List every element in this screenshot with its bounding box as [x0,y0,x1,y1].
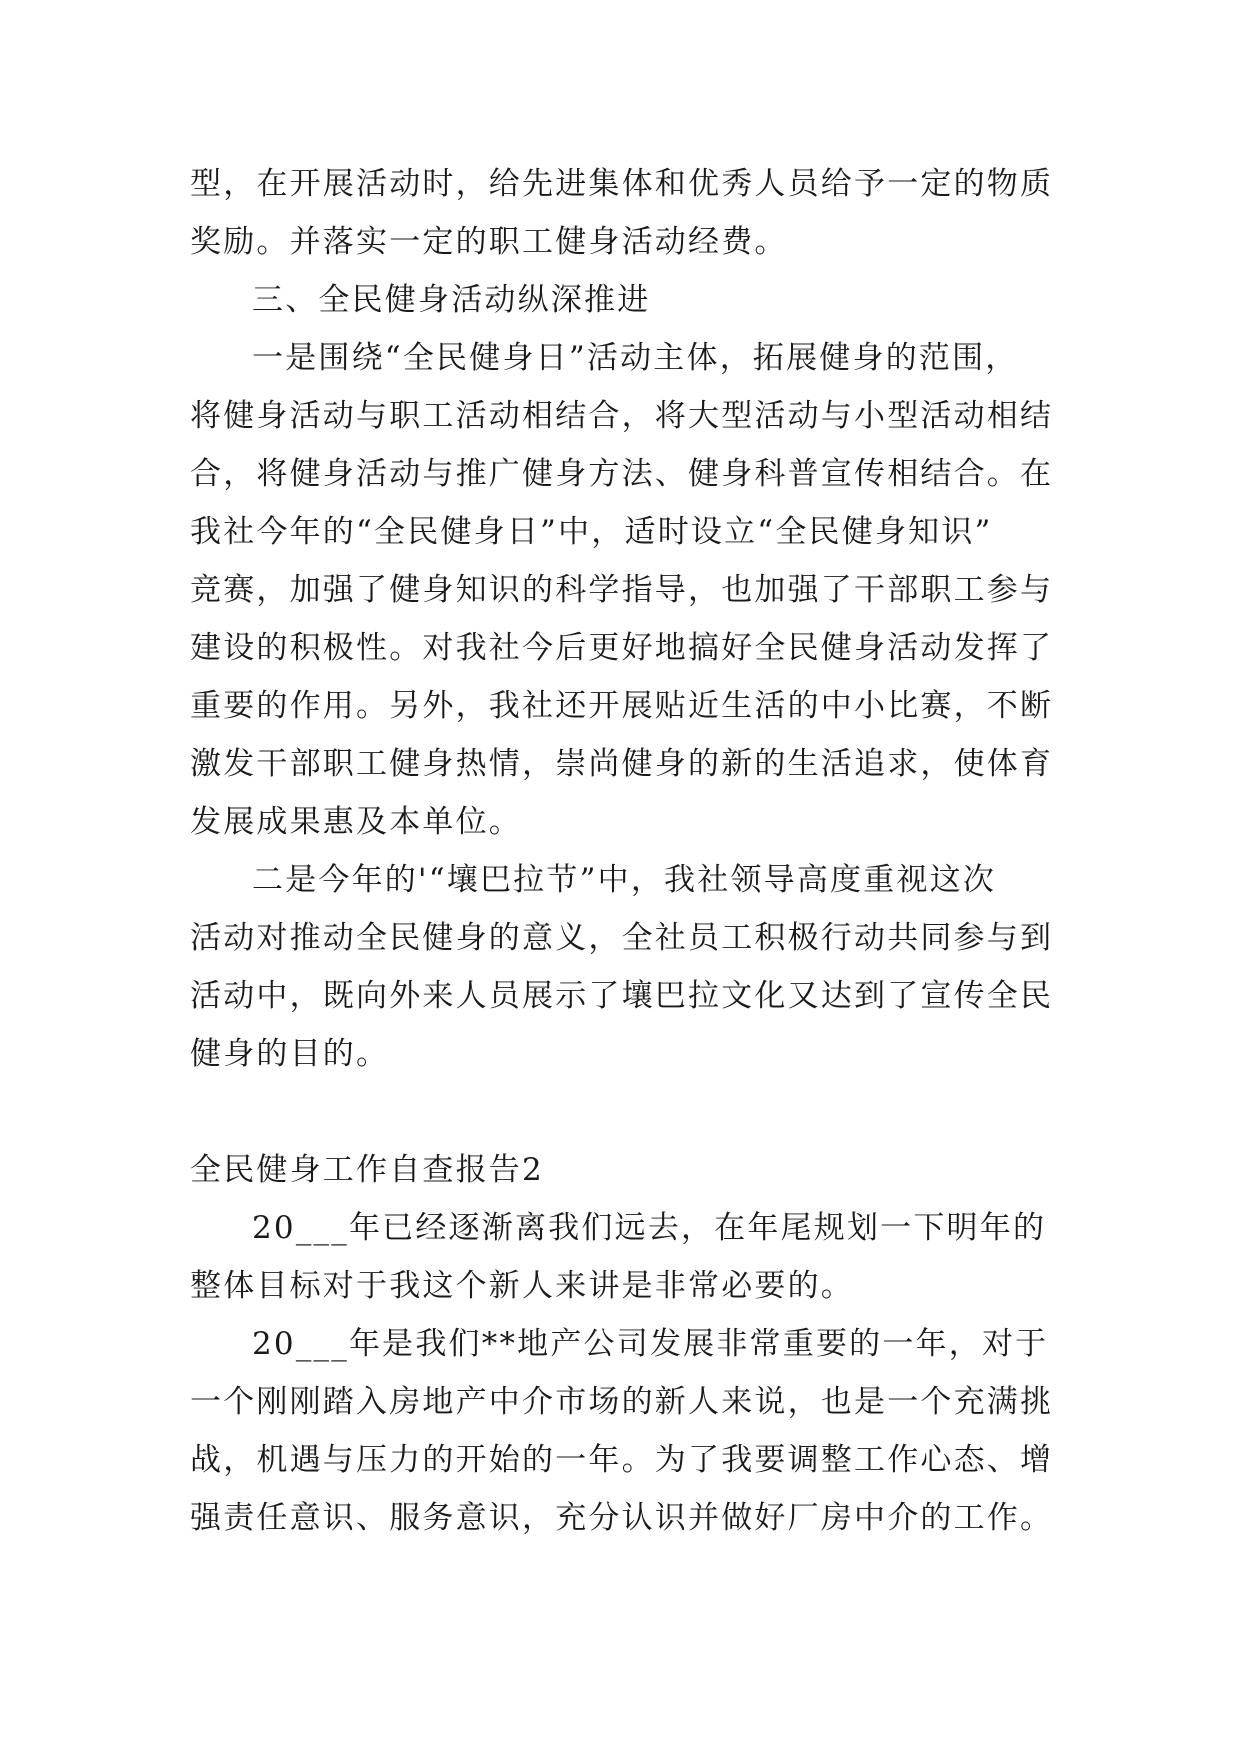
text-line: 一是围绕“全民健身日”活动主体，拓展健身的范围， [252,340,1019,376]
text-line: 激发干部职工健身热情，崇尚健身的新的生活追求，使体育 [190,746,1054,782]
text-line: 战，机遇与压力的开始的一年。为了我要调整工作心态、增 [190,1442,1054,1478]
text-line: 活动中，既向外来人员展示了壤巴拉文化又达到了宣传全民 [190,978,1054,1014]
text-line: 我社今年的“全民健身日”中，适时设立“全民健身知识” [190,514,993,550]
text-line: 20___年是我们**地产公司发展非常重要的一年，对于 [252,1326,1049,1362]
text-line: 一个刚刚踏入房地产中介市场的新人来说，也是一个充满挑 [190,1384,1054,1420]
text-line: 20___年已经逐渐离我们远去，在年尾规划一下明年的 [252,1210,1047,1246]
text-line: 发展成果惠及本单位。 [190,804,522,840]
text-line: 强责任意识、服务意识，充分认识并做好厂房中介的工作。 [190,1500,1054,1536]
paragraph-gap [190,1083,1070,1141]
section-heading: 三、全民健身活动纵深推进 [252,282,651,318]
text-line: 将健身活动与职工活动相结合，将大型活动与小型活动相结 [190,398,1054,434]
text-line: 整体目标对于我这个新人来讲是非常必要的。 [190,1268,854,1304]
text-line: 型，在开展活动时，给先进集体和优秀人员给予一定的物质 [190,166,1054,202]
text-line: 竞赛，加强了健身知识的科学指导，也加强了干部职工参与 [190,572,1054,608]
text-line: 奖励。并落实一定的职工健身活动经费。 [190,224,788,260]
text-line: 活动对推动全民健身的意义，全社员工积极行动共同参与到 [190,920,1054,956]
text-line: 合，将健身活动与推广健身方法、健身科普宣传相结合。在 [190,456,1054,492]
text-line: 二是今年的'“壤巴拉节”中，我社领导高度重视这次 [252,862,997,898]
text-line: 建设的积极性。对我社今后更好地搞好全民健身活动发挥了 [190,630,1054,666]
text-line: 重要的作用。另外，我社还开展贴近生活的中小比赛，不断 [190,688,1054,724]
document-section-title: 全民健身工作自查报告2 [190,1152,544,1188]
document-page [190,155,1070,1547]
text-line: 健身的目的。 [190,1036,390,1072]
